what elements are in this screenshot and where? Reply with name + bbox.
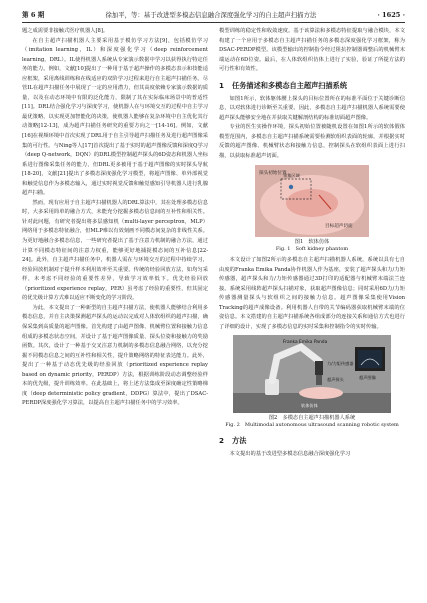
label-target: 目标超声切面 [325, 223, 353, 229]
body-paragraph: 在自主超声扫描机器人主要采用基于模仿学习方法[9]，包括模仿学习（imitation learning，IL）和深度强化学习（deep reinforcement learning，DRL）。IL使得机器人系统从专家演示数据中学习以获得执行特定任务的能力。例如，文献[10]提出了一种用于基于超声操作的多模态表示和技能适应框架，采用离线训练和在线适应的双阶学习过程来进行自主超声扫描任务。尽管IL在超声扫描任务中展现了一定的应用潜力，但其高度依赖专家演示数据的质量，以及在动态环境中有限的泛化能力，限制了其在实际临床场景中的普适性[11]。DRL结合强化学习与深度学习，使机器人在与环境交互的过程中自主学习最优策略，以实现更加智能化的决策，使机器人能够在复杂环境中自主优化其行动策略[12-13]，成为超声扫描任务研究的重要方向之一[14-16]。例如，文献[16]在视频环境中首次实现了DRL用于自主引导超声扫描任务及进行超声图像采集的可行性。与Ning等人[17]首次提出了基于实时的超声图像反馈和深度Q学习（deep Q-network，DQN）的DRL模型控制超声探头的6D姿态和机器人坐标系进行图像采集任务的能力，但DRL更多被用于基于超声图像的实时探头导航[18-20]，文献[21]提出了多模态深度强化学习模型，将超声图像、单外部视觉和触觉信息作为多模态输入，通过实时视觉反馈和触觉感知引导机器人进行乳腺超声扫描。 [22, 37, 208, 197]
label-franka-panda: Franka Emika Panda [283, 340, 328, 346]
label-probe: 超声探头 [327, 377, 344, 383]
label-us-image: 超声图像 [359, 375, 376, 381]
figure-1 [219, 165, 405, 254]
figure-2-caption-cn: 图2 多模态自主超声扫描机器人系统 [268, 415, 356, 422]
body-paragraph: 专业的医生实操作环境，探头初始位置被随机设置在如图1所示的软体假体模型范围内，多模态自主超声扫描系统需要检测软组织表面的轮廓，并根据实时反馈的超声图像、机械臂状态和接触力信息，控制探头在软组织表面上进行扫描，以获取标准超声切面。 [219, 124, 405, 160]
figure-2-caption-en: Fig. 2 Multimodal autonomous ultrasound scanning robotic system [225, 422, 399, 429]
left-column [22, 27, 208, 597]
figure-2 [219, 335, 405, 430]
running-head [22, 8, 405, 23]
robot-system-photo [219, 335, 405, 413]
section-heading [219, 80, 405, 92]
label-force-sensor: 力/力矩传感器 [327, 361, 354, 367]
phantom-organ [286, 189, 338, 217]
body-paragraph: 如图1所示，软体躯体腰上探头的目标位置所在的标准平面位于关键诊断信息，以对软体进行诊断至关重要。因此，多模态自主超声扫描机器人系统需要使超声探头能够安全地在并获取关键解剖结构的标准切面超声图像。 [219, 95, 405, 121]
figure-1-caption-en: Fig. 1 Soft kidney phantom [275, 245, 349, 252]
figure-1-caption-cn: 图1 软体仿体 [294, 238, 330, 245]
section-title: 任务描述和多模态自主超声扫描系统 [232, 80, 348, 90]
ultrasound-probe [316, 375, 322, 385]
probe-start-marker [289, 184, 293, 188]
section-title: 方法 [232, 435, 247, 445]
body-paragraph: 题之成需要非接触式医疗机器人[8]。 [22, 28, 109, 34]
phantom-on-table [299, 387, 343, 399]
right-column [219, 27, 405, 597]
body-paragraph: 本文提出的基于改进型多模态信息融合深度强化学习 [229, 450, 351, 457]
label-phantom: 软体仿体 [301, 403, 318, 409]
force-sensor [315, 361, 323, 375]
issue-number: 第 6 期 [22, 11, 45, 19]
page-number: · 1625 · [377, 11, 405, 19]
section-number: 2 [219, 435, 225, 445]
running-title: 徐加平，等：基于改进型多模态信息融合深度强化学习的自主超声扫描方法 [105, 11, 317, 19]
label-probe: 探头初始位置 [259, 170, 287, 176]
section-number: 1 [219, 80, 225, 90]
soft-phantom-image [219, 165, 405, 237]
body-paragraph: 模型训练的稳定性和收敛速度。基于该算法和多模态特征提取与融合模块，本文构建了一个应用于多模态自主超声扫描任务的多模态深度强化学习框架，称为DSAC-PERDP模型。该模型输出的控制指令经过阻抗控制器调整后的机械臂末端运动在6D位姿。最后，在人体软组织仿体上进行了实验，验证了所提方法的可行性和有效性。 [219, 28, 405, 73]
body-paragraph: 然而，现有应用于自主超声扫描机器人的DRL算法中，其在处理多模态信息时，大多采用简单的融合方式，未能充分挖掘多模态信息间的互补性和相关性。针对此问题，有研究者提出将多层感知机（multi-layer perceptron，MLP）网络用于多模态特征融合，但MLP难以有效刻画不同模态间复杂的非线性关系。为更好地融合多模态信息，一些研究者提出了基于注意力机制的融合方法，通过计算不同模态特征间的注意力权重，能够更好地捕捉模态间的互补信息[22-24]。此外，自主超声扫描任务中，机器人需在与环境交互的过程中持续学习，经验回放机制对于提升样本利用效率至关重要。传统的经验回放方法，如均匀采样，未考虑不同经验的重要性差异，导致学习效率低下。优先经验回放（prioritized experience replay，PER）虽考虑了经验的重要性，但其固定的优先级计算方式难以适应不断变化的学习阶段。 [22, 199, 208, 302]
label-region: 采集区域 [283, 172, 300, 178]
body-paragraph: 本文设计了如图2所示的多模态自主超声扫描机器人系统。系统以具有七自由度的Franka Emika Panda协作机器人作为基座，安装了超声探头和力/力矩传感器，超声探头和力/力矩传感器通过3D打印的适配器与机械臂末端法兰连接。系统采用线阵超声探头扫描对象，获取超声图像信息；同时采用6D力/力矩传感器测量探头与软组织之间的接触力信息。超声图像采集使用Vision Tracking的超声成像设备。利用机器人自带的关节编码器获取机械臂末端的位姿信息。本文搭建的自主超声扫描系统各组成部分的连接关系和通信方式也进行了详细的设计，实现了多模态信息的实时采集和控制指令的实时传输。 [219, 257, 405, 330]
section-heading [219, 435, 405, 447]
body-paragraph: 为此，本文提出了一种新型的自主超声扫描方法，使机器人能够结合利用多模态信息，并自主决策探测超声探头的运动以完成对人体软组织的超声扫描，确保采集到高质量的超声图像。首先构建了由超声图像、机械臂位置和接触力信息组成的多模态状态空间，并设计了基于超声图像质量、探头位姿和接触力的奖励函数。其次，设计了一种基于交叉注意力机制的多模态信息融合网络，以充分挖掘不同模态信息之间的互补性和相关性，提升策略网络的特征表达能力。此外，提出了一种基于动态优先级的经验回放（prioritized experience replay based on dynamic priority，PERDP）方法，根据训练阶段动态调整经验样本的优先级，提升训练效率。在此基础上，将上述方法集成至深度确定性策略梯度（deep deterministic policy gradient，DDPG）算法中，提出了DSAC-PERDP深度强化学习算法，以提高自主超声扫描任务中的学习效率。 [22, 304, 208, 407]
